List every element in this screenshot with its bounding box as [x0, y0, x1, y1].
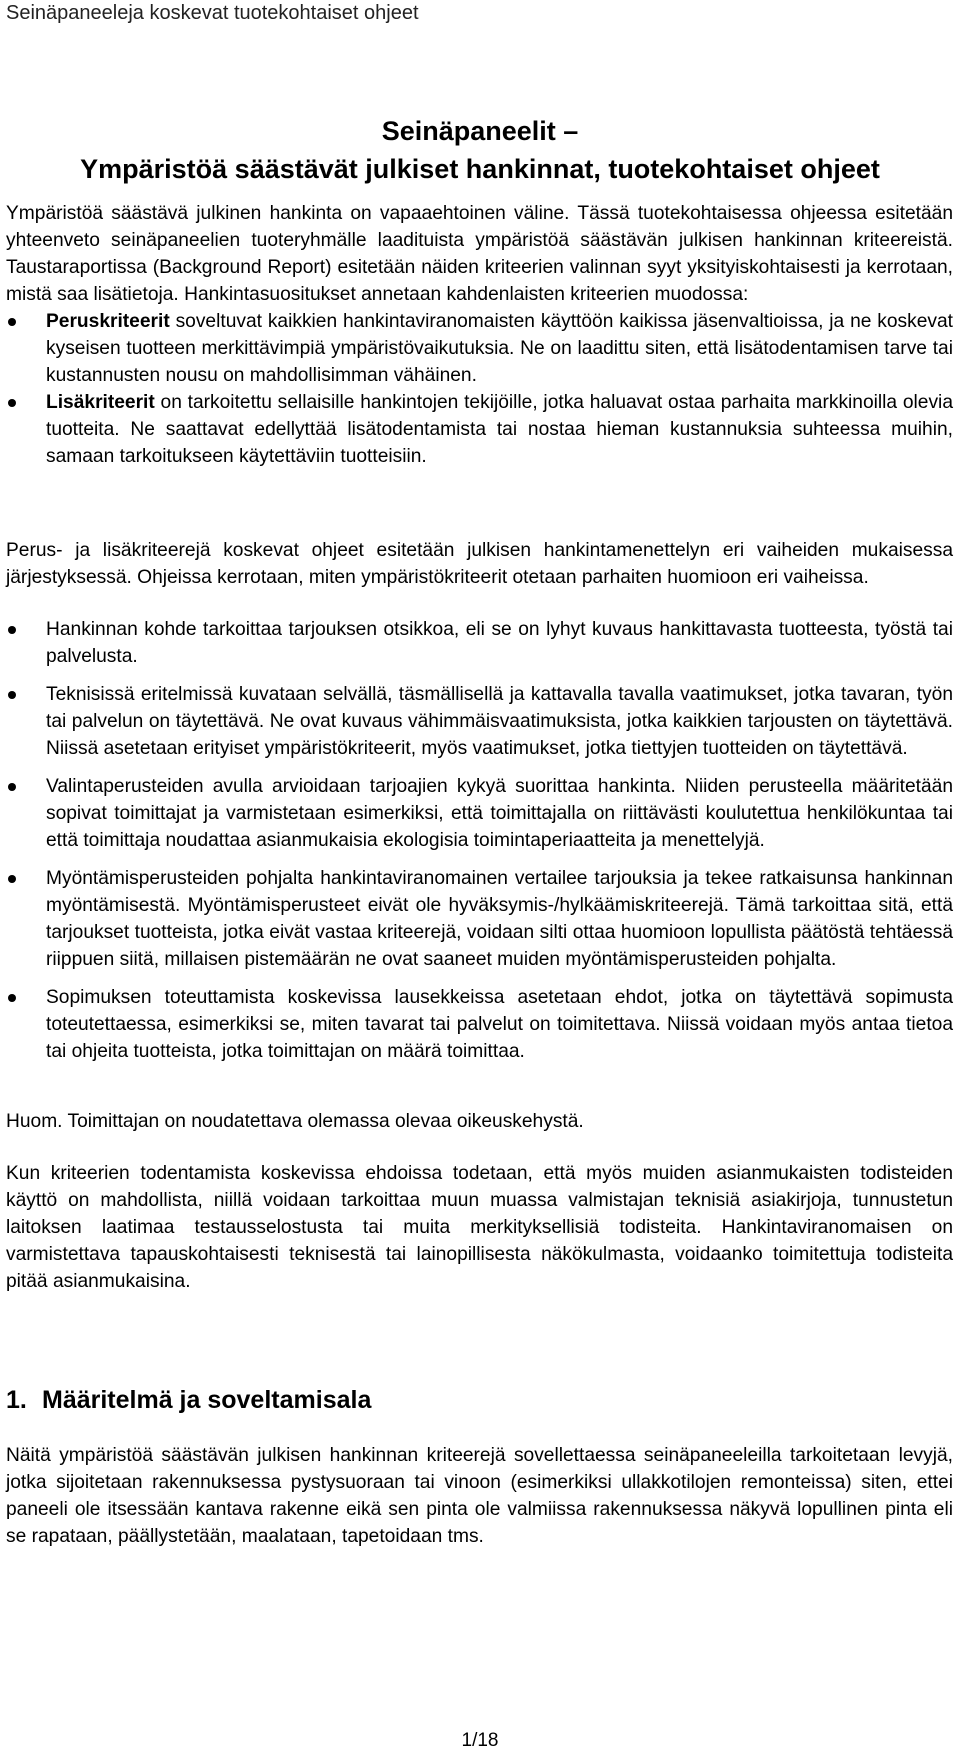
page-number: 1/18: [461, 1730, 499, 1751]
phases-intro-paragraph: Perus- ja lisäkriteerejä koskevat ohjeet esitetään julkisen hankintamenettelyn eri vaiheiden mukaisessa järjestyksessä. Ohjeissa kerrotaan, miten ympäristökriteerit otetaan parhaiten huomioon eri vaiheissa.: [6, 540, 953, 588]
section-paragraph: Näitä ympäristöä säästävän julkisen hankinnan kriteerejä sovellettaessa seinäpaneeleilla tarkoitetaan levyjä, jotka sijoitetaan rakennuksessa pystysuoraan tai vinoon (esimerkiksi ullakkotilojen remonteissa) siten, ettei paneeli ole itsessään kantava rakenne eikä sen pinta ole valmiissa rakennuksessa näkyvä lopullinen pinta eli se rapataan, päällystetään, maalataan, tapetoidaan tms.: [6, 1445, 953, 1547]
core-criteria-text: soveltuvat kaikkien hankintaviranomaisten käyttöön kaikissa jäsenvaltioissa, ja ne koskevat kyseisen tuotteen merkittävimpiä ympäristövaikutuksia. Ne on laadittu siten, että lisätodentamisen tarve tai kustannusten nousu on mahdollisimman vähäinen.: [46, 311, 953, 386]
list-item: [6, 681, 953, 762]
bullet-icon: [8, 875, 16, 883]
section-title: Määritelmä ja soveltamisala: [42, 1386, 372, 1414]
phase-text: Hankinnan kohde tarkoittaa tarjouksen otsikkoa, eli se on lyhyt kuvaus hankittavasta tuotteesta, työstä tai palvelusta.: [46, 619, 953, 667]
list-item: [6, 984, 953, 1065]
phase-text: Valintaperusteiden avulla arvioidaan tarjoajien kykyä suorittaa hankinta. Niiden perusteella määritetään sopivat toimittajat ja varmistetaan esimerkiksi, että toimittajalla on riittävästi koulutettua henkilökuntaa tai että toimittaja noudattaa asianmukaisia ekologisia toimintaperiaatteita ja menettelyjä.: [46, 776, 953, 851]
comprehensive-criteria-text: on tarkoitettu sellaisille hankintojen tekijöille, jotka haluavat ostaa parhaita markkinoilla olevia tuotteita. Ne saattavat edellyttää lisätodentamista tai nostaa hieman kustannuksia suhteessa muihin, samaan tarkoitukseen käytettäviin tuotteisiin.: [46, 392, 953, 467]
phase-text: Sopimuksen toteuttamista koskevissa lausekkeissa asetetaan ehdot, jotka on täytettävä sopimusta toteutettaessa, esimerkiksi se, miten tavarat tai palvelut on toimitettava. Niissä voidaan myös antaa tietoa tai ohjeita tuotteista, jotka toimittajan on määrä toimittaa.: [46, 987, 953, 1062]
phases-section: [6, 537, 953, 1065]
section-heading: [6, 1383, 371, 1417]
list-item: [6, 389, 953, 470]
phase-text: Myöntämisperusteiden pohjalta hankintaviranomainen vertailee tarjouksia ja tekee ratkaisunsa hankinnan myöntämisestä. Myöntämisperusteet eivät ole hyväksymis-/hylkäämiskriteerejä. Tämä tarkoittaa sitä, että tarjoukset tuotteista, jotka eivät vastaa kriteerejä, voidaan silti ottaa huomioon lopullista päätöstä tehtäessä riippuen siitä, millaisen pistemäärän ne ovat saaneet muiden myöntämisperusteiden pohjalta.: [46, 868, 953, 970]
intro-paragraph: Ympäristöä säästävä julkinen hankinta on vapaaehtoinen väline. Tässä tuotekohtaisessa ohjeessa esitetään yhteenveto seinäpaneelien tuoteryhmälle laadituista ympäristöä säästävän julkisen hankinnan kriteereistä. Taustaraportissa (Background Report) esitetään näiden kriteerien valinnan syyt yksityiskohtaisesti ja kerrotaan, mistä saa lisätietoja. Hankintasuositukset annetaan kahdenlaisten kriteerien muodossa:: [6, 203, 953, 305]
criteria-list: [6, 308, 953, 470]
bullet-icon: [8, 691, 16, 699]
bullet-icon: [8, 318, 16, 326]
bullet-icon: [8, 783, 16, 791]
core-criteria-term: Peruskriteerit: [46, 311, 170, 332]
verification-paragraph: Kun kriteerien todentamista koskevissa ehdoissa todetaan, että myös muiden asianmukaisten todisteiden käyttö on mahdollista, niillä voidaan tarkoittaa muun muassa valmistajan teknisiä asiakirjoja, tunnustetun laitoksen laatimaa testausselostusta tai muita merkityksellisiä todisteita. Hankintaviranomaisen on varmistettava tapauskohtaisesti teknisestä tai lainopillisesta näkökulmasta, voidaanko toimitettuja todisteita pitää asianmukaisina.: [6, 1163, 953, 1292]
list-item: [6, 773, 953, 854]
section-number: 1.: [6, 1386, 27, 1414]
comprehensive-criteria-term: Lisäkriteerit: [46, 392, 155, 413]
title-line-2: Ympäristöä säästävät julkiset hankinnat, tuotekohtaiset ohjeet: [80, 154, 880, 184]
phase-text: Teknisissä eritelmissä kuvataan selvällä, täsmällisellä ja kattavalla tavalla vaatimukset, jotka tavaran, työn tai palvelun on täytettävä. Ne ovat kuvaus vähimmäisvaatimuksista, jotka kaikkien tarjousten on täytettävä. Niissä asetetaan erityiset ympäristökriteerit, myös vaatimukset, jotka tiettyjen tuotteiden on täytettävä.: [46, 684, 953, 759]
running-header: Seinäpaneeleja koskevat tuotekohtaiset ohjeet: [6, 2, 419, 24]
bullet-icon: [8, 626, 16, 634]
note-paragraph: Huom. Toimittajan on noudatettava olemassa olevaa oikeuskehystä.: [6, 1111, 584, 1132]
bullet-icon: [8, 994, 16, 1002]
phases-list: [6, 616, 953, 1065]
list-item: [6, 308, 953, 389]
intro-section: [6, 200, 953, 470]
list-item: [6, 865, 953, 973]
document-title: [6, 112, 954, 188]
list-item: [6, 616, 953, 670]
title-line-1: Seinäpaneelit –: [381, 116, 579, 146]
bullet-icon: [8, 399, 16, 407]
